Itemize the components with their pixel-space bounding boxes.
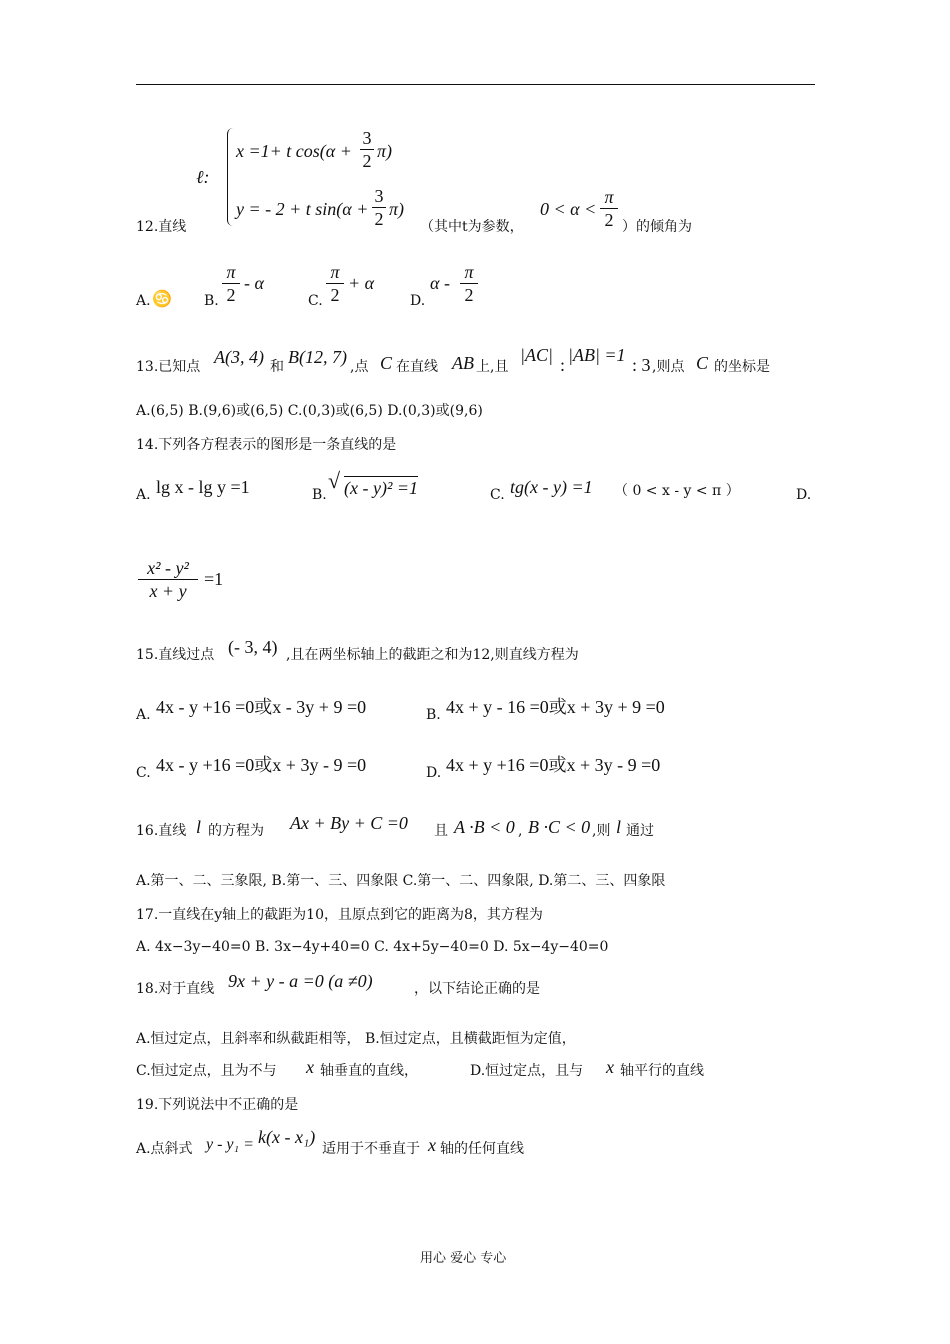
q15-b-label: B. [426, 707, 441, 723]
q12-option-b-frac [222, 262, 240, 305]
q19-a-head: A.点斜式 [136, 1141, 193, 1157]
q16-options: A.第一、二、三象限, B.第一、三、四象限 C.第一、二、四象限, D.第二、三、四象限 [136, 873, 666, 889]
q12-option-c-label: C. [308, 293, 323, 309]
q12-frac-x-num: 3 [362, 128, 372, 148]
q18-tail: ，以下结论正确的是 [414, 981, 540, 997]
q12-equation-y: y = - 2 + t sin(α + [236, 199, 369, 219]
q18-options-ab: A.恒过定点，且斜率和纵截距相等， B.恒过定点，且横截距恒为定值， [136, 1031, 576, 1047]
q12-equation-x: x =1+ t cos(α + [236, 141, 352, 161]
q14-c-label: C. [490, 487, 505, 503]
q15-a-label: A. [136, 707, 151, 723]
q14-d-denominator: x + y [149, 581, 187, 601]
q12-option-d-frac [460, 262, 478, 305]
q13-lead: 13.已知点 [136, 359, 201, 375]
q13-point-c: C [380, 353, 393, 373]
q12-cond-num: π [604, 187, 614, 207]
q19-lead: 19.下列说法中不正确的是 [136, 1097, 299, 1113]
q12-equation-x-tail: π) [377, 141, 393, 161]
q12-option-c-frac [326, 262, 344, 305]
q18-c-x: x [306, 1057, 314, 1077]
sqrt-sign-icon: √ [328, 468, 341, 493]
q16-then: ,则 [592, 823, 611, 839]
q14-c-equation: tg(x - y) =1 [510, 477, 593, 497]
q18-d-tail: 轴平行的直线 [620, 1063, 704, 1079]
q19-a-eq1: y - y₁ = [206, 1136, 254, 1153]
q15-a-equation: 4x - y +16 =0或x - 3y + 9 =0 [156, 697, 367, 717]
q18-c-head: C.恒过定点，且为不与 [136, 1063, 277, 1079]
q13-ratio-ab: |AB| =1 [568, 345, 626, 365]
q13-tail: 的坐标是 [714, 359, 770, 375]
q12-frac-y [372, 186, 386, 229]
q19-a-tail: 轴的任何直线 [440, 1141, 524, 1157]
q16-tail: 通过 [626, 823, 654, 839]
q16-mid: 的方程为 [208, 823, 264, 839]
q13-mid2: 在直线 [396, 359, 438, 375]
q16-comma: , [518, 823, 523, 839]
q15-b-equation: 4x + y - 16 =0或x + 3y + 9 =0 [446, 697, 665, 717]
q14-d-label: D. [796, 487, 812, 503]
q14-a-equation: lg x - lg y =1 [156, 477, 250, 497]
q16-cond1: A ·B < 0 [454, 817, 515, 837]
q12-frac-y-num: 3 [374, 186, 384, 206]
q12-option-d-den: 2 [464, 285, 474, 305]
q16-line-l: l [196, 817, 202, 837]
q15-d-equation: 4x + y +16 =0或x + 3y - 9 =0 [446, 755, 661, 775]
q16-and: 且 [434, 823, 448, 839]
q12-option-c-den: 2 [330, 285, 340, 305]
q12-option-c-num: π [330, 262, 340, 282]
q12-cond-frac [600, 187, 618, 230]
q12-line-label: ℓ: [196, 167, 210, 187]
q14-lead: 14.下列各方程表示的图形是一条直线的是 [136, 437, 397, 453]
q18-equation: 9x + y - a =0 (a ≠0) [228, 971, 373, 991]
q15-point: (- 3, 4) [228, 637, 278, 657]
q12-lead: 12.直线 [136, 219, 187, 235]
q18-lead: 18.对于直线 [136, 981, 215, 997]
q13-mid4: ,则点 [652, 359, 685, 375]
q13-options: A.(6,5) B.(9,6)或(6,5) C.(0,3)或(6,5) D.(0,3)或(9,6) [136, 403, 483, 419]
q16-equation: Ax + By + C =0 [290, 813, 408, 833]
q12-frac-x [360, 128, 374, 171]
q12-note: （其中t为参数， [420, 219, 524, 235]
q12-frac-x-den: 2 [362, 151, 372, 171]
q14-c-condition: （ 0 < x - y < π ） [614, 483, 740, 499]
q13-colon: : [560, 355, 566, 375]
q12-option-d-label: D. [410, 293, 426, 309]
q13-mid3: 上,且 [476, 359, 509, 375]
q13-and: 和 [270, 359, 284, 375]
q12-cond-den: 2 [604, 210, 614, 230]
q16-line-l2: l [616, 817, 622, 837]
q14-a-label: A. [136, 487, 151, 503]
q15-c-equation: 4x - y +16 =0或x + 3y - 9 =0 [156, 755, 367, 775]
q17-options: A. 4x−3y−40=0 B. 3x−4y+40=0 C. 4x+5y−40=0 D. 5x−4y−40=0 [136, 939, 609, 955]
q14-b-equation: (x - y)² =1 [344, 478, 419, 498]
cancer-sign-icon: ♋ [152, 289, 172, 308]
q12-option-b-label: B. [204, 293, 219, 309]
q13-line-ab: AB [452, 353, 474, 373]
q12-tail: ）的倾角为 [622, 219, 692, 235]
q12-option-c-tail: + α [348, 273, 375, 293]
q12-option-d-num: π [464, 262, 474, 282]
q13-ratio-ac: |AC| [520, 345, 553, 365]
q12-option-b-num: π [226, 262, 236, 282]
q14-d-numerator: x² - y² [147, 558, 189, 578]
q12-option-d-head: α - [430, 273, 450, 293]
q12-option-b-den: 2 [226, 285, 236, 305]
q18-c-tail: 轴垂直的直线， [320, 1063, 418, 1079]
q15-tail: ,且在两坐标轴上的截距之和为12,则直线方程为 [286, 647, 579, 663]
q19-a-mid: 适用于不垂直于 [322, 1141, 420, 1157]
q15-c-label: C. [136, 765, 151, 781]
q13-ratio-three: : 3 [632, 355, 651, 375]
q19-a-x: x [428, 1135, 436, 1155]
q12-frac-y-den: 2 [374, 209, 384, 229]
q13-point-b: B(12, 7) [288, 347, 347, 367]
q13-point-a: A(3, 4) [214, 347, 264, 367]
q17-lead: 17.一直线在y轴上的截距为10，且原点到它的距离为8，其方程为 [136, 907, 543, 923]
q14-b-label: B. [312, 487, 327, 503]
q12-condition: 0 < α < [540, 199, 597, 219]
q12-equation-y-tail: π) [389, 199, 405, 219]
q14-d-rhs: =1 [204, 569, 224, 589]
q14-d-fraction [138, 558, 198, 601]
header-rule [136, 84, 815, 85]
q18-d-x: x [606, 1057, 614, 1077]
q15-d-label: D. [426, 765, 442, 781]
q12-option-b-tail: - α [244, 273, 264, 293]
q13-point-c2: C [696, 353, 709, 373]
q19-a-eq2: k(x - x₁) [258, 1127, 316, 1147]
q15-lead: 15.直线过点 [136, 647, 215, 663]
q13-mid1: ,点 [350, 359, 369, 375]
q16-cond2: B ·C < 0 [528, 817, 591, 837]
q16-lead: 16.直线 [136, 823, 187, 839]
q12-option-a-label: A. [136, 293, 151, 309]
page-footer: 用心 爱心 专心 [420, 1251, 507, 1266]
q18-d-head: D.恒过定点，且与 [470, 1063, 584, 1079]
q12-system-brace [227, 128, 236, 226]
